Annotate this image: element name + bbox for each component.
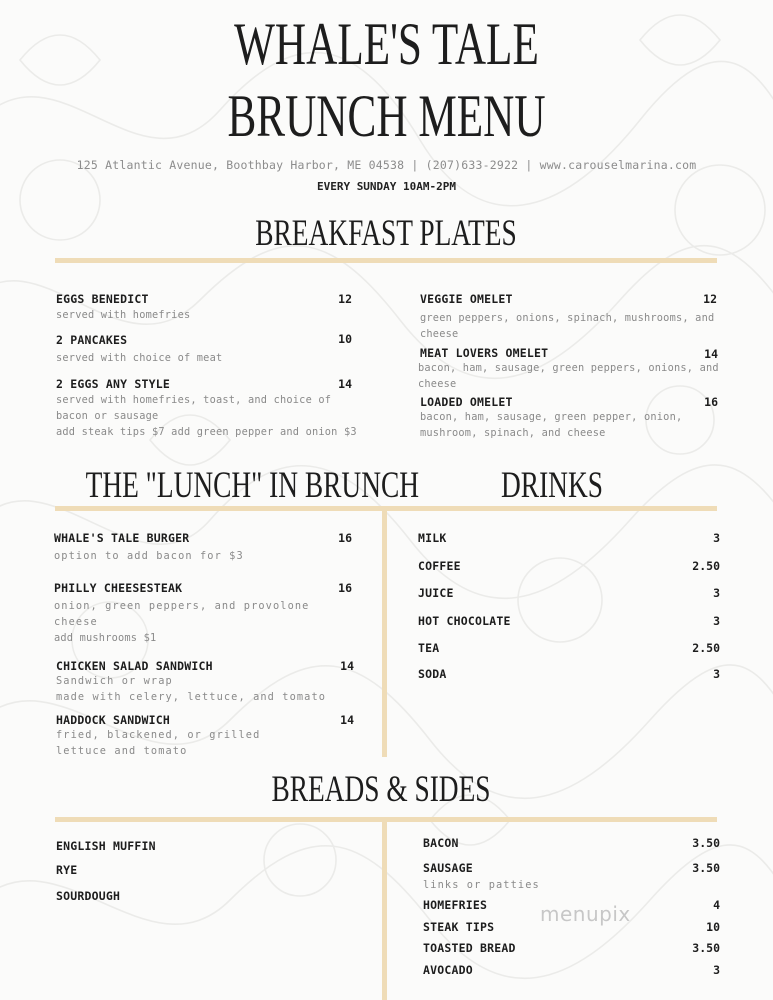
side-price: 3.50 [692, 861, 720, 875]
watermark-logo: menupix [540, 902, 631, 926]
item-name: PHILLY CHEESESTEAK [54, 581, 183, 595]
item-price: 12 [703, 292, 717, 306]
lunch-heading: THE "LUNCH" IN BRUNCH [85, 465, 420, 506]
item-desc: add steak tips $7 add green pepper and onion $3 [56, 426, 357, 438]
sides-vertical-divider [382, 822, 387, 1000]
item-desc: served with homefries [56, 309, 191, 321]
drink-name: JUICE [418, 586, 454, 600]
item-desc: cheese [54, 616, 98, 628]
item-price: 10 [338, 332, 352, 346]
drink-price: 3 [713, 667, 720, 681]
side-price: 3 [713, 963, 720, 977]
item-desc: bacon, ham, sausage, green pepper, onion, [420, 411, 683, 423]
sides-heading: BREADS & SIDES [271, 769, 491, 810]
item-name: HADDOCK SANDWICH [56, 713, 170, 727]
item-desc: bacon or sausage [56, 410, 159, 422]
side-desc: links or patties [423, 879, 540, 891]
bread-name: RYE [56, 863, 78, 877]
item-name: EGGS BENEDICT [56, 292, 149, 306]
drinks-heading: DRINKS [501, 465, 603, 506]
side-name: BACON [423, 836, 459, 850]
lunch-drinks-vertical-divider [382, 511, 387, 757]
drink-name: TEA [418, 641, 440, 655]
item-name: LOADED OMELET [420, 395, 513, 409]
side-name: STEAK TIPS [423, 920, 495, 934]
restaurant-title-line2: BRUNCH MENU [227, 83, 546, 149]
drink-price: 3 [713, 586, 720, 600]
side-name: AVOCADO [423, 963, 473, 977]
side-item-sausage [423, 861, 663, 893]
item-desc: mushroom, spinach, and cheese [420, 427, 606, 439]
bread-name: ENGLISH MUFFIN [56, 839, 156, 853]
drink-name: SODA [418, 667, 447, 681]
item-price: 14 [340, 713, 354, 727]
bread-name: SOURDOUGH [56, 889, 121, 903]
side-price: 3.50 [692, 836, 720, 850]
item-desc: made with celery, lettuce, and tomato [56, 691, 327, 703]
item-price: 14 [338, 377, 352, 391]
drink-price: 2.50 [692, 641, 720, 655]
drink-price: 3 [713, 531, 720, 545]
drink-name: COFFEE [418, 559, 461, 573]
item-desc: served with homefries, toast, and choice of [56, 394, 332, 406]
item-desc: cheese [420, 328, 459, 340]
item-desc: cheese [418, 378, 457, 390]
side-name: SAUSAGE [423, 861, 473, 875]
item-price: 12 [338, 292, 352, 306]
address-line: 125 Atlantic Avenue, Boothbay Harbor, ME 04538 | (207)633-2922 | www.carouselmarina.com [76, 158, 697, 172]
item-price: 16 [338, 581, 352, 595]
item-name: CHICKEN SALAD SANDWICH [56, 659, 213, 673]
drink-name: MILK [418, 531, 447, 545]
item-price: 14 [704, 347, 718, 361]
drink-price: 2.50 [692, 559, 720, 573]
item-desc: option to add bacon for $3 [54, 550, 244, 562]
breakfast-divider [55, 258, 717, 263]
side-price: 10 [706, 920, 720, 934]
item-price: 14 [340, 659, 354, 673]
hours-line: EVERY SUNDAY 10AM-2PM [316, 180, 457, 193]
drink-price: 3 [713, 614, 720, 628]
item-desc: Sandwich or wrap [56, 675, 173, 687]
breakfast-heading: BREAKFAST PLATES [255, 213, 517, 254]
item-desc: fried, blackened, or grilled [56, 729, 261, 741]
side-name: TOASTED BREAD [423, 941, 516, 955]
side-price: 4 [713, 898, 720, 912]
item-desc: green peppers, onions, spinach, mushrooms, and [420, 312, 715, 324]
item-name: 2 EGGS ANY STYLE [56, 377, 170, 391]
item-name: VEGGIE OMELET [420, 292, 513, 306]
item-price: 16 [704, 395, 718, 409]
side-name: HOMEFRIES [423, 898, 488, 912]
item-name: MEAT LOVERS OMELET [420, 346, 549, 360]
item-desc: lettuce and tomato [56, 745, 188, 757]
item-name: WHALE'S TALE BURGER [54, 531, 190, 545]
item-desc: served with choice of meat [56, 352, 223, 364]
restaurant-title-line1: WHALE'S TALE [234, 11, 539, 77]
drink-name: HOT CHOCOLATE [418, 614, 511, 628]
item-name: 2 PANCAKES [56, 333, 128, 347]
item-price: 16 [338, 531, 352, 545]
side-price: 3.50 [692, 941, 720, 955]
item-desc: add mushrooms $1 [54, 632, 157, 644]
item-desc: bacon, ham, sausage, green peppers, onions, and [418, 362, 719, 374]
item-desc: onion, green peppers, and provolone [54, 600, 310, 612]
